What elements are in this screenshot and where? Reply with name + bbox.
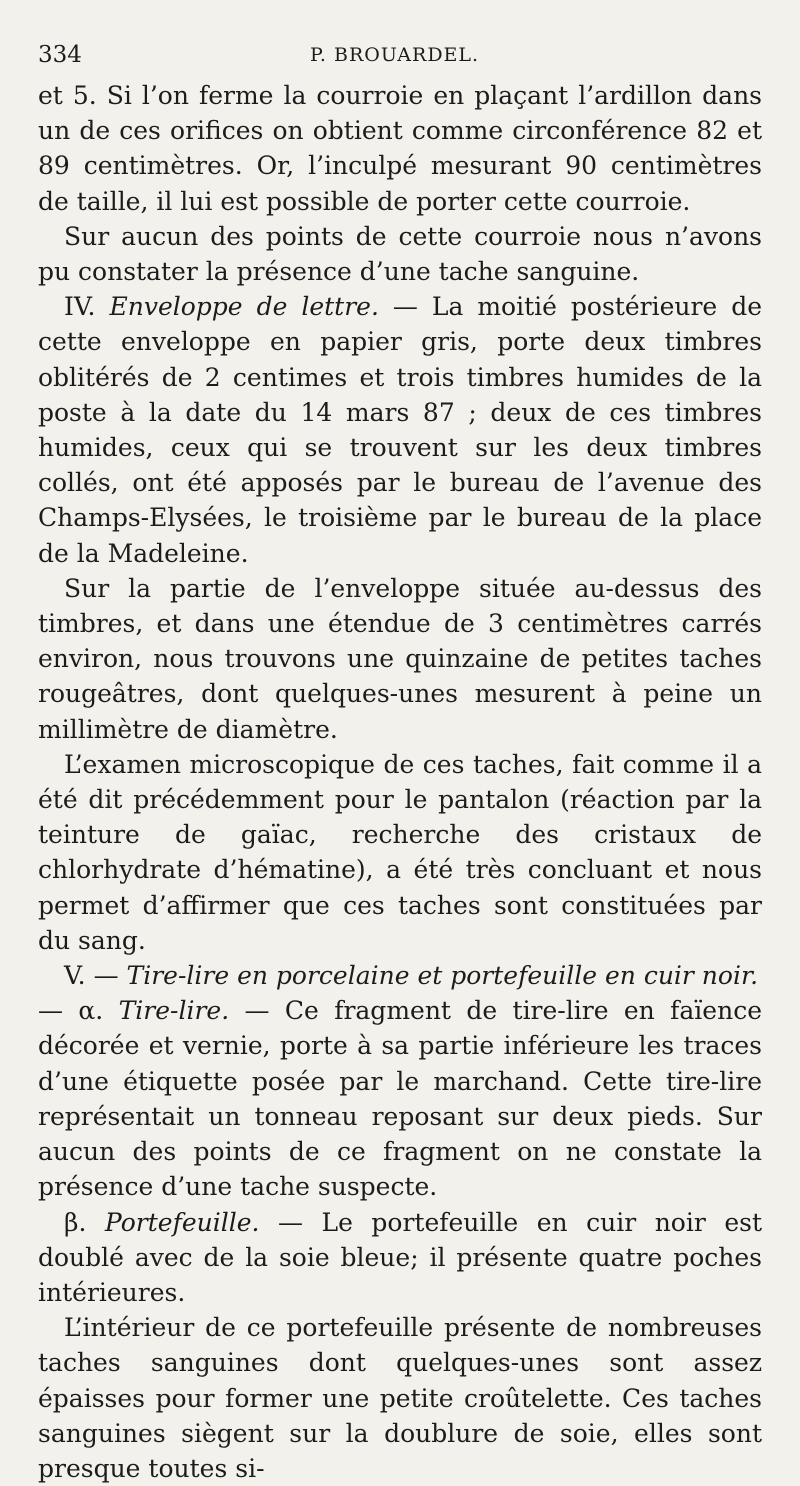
subsection-title-tirelire: Tire-lire.: [118, 996, 230, 1026]
running-header: [38, 38, 762, 78]
section-title-tirelire-portefeuille: Tire-lire en porcelaine et portefeuille en cuir noir.: [126, 961, 759, 991]
subsection-title-portefeuille: Portefeuille.: [104, 1207, 260, 1237]
page-body: [38, 78, 762, 1486]
paragraph-5: L’examen microscopique de ces taches, fait comme il a été dit précédemment pour le pantalon (réaction par la teinture de gaïac, recherche des cristaux de chlorhydrate d’hématine), a été très concluant et nous permet d’affirmer que ces taches sont constituées par du sang.: [38, 749, 762, 955]
paragraph-7-tirelire: — α. Tire-lire. — Ce fragment de tire-lire en faïence décorée et vernie, porte à sa partie inférieure les traces d’une étiquette posée par le marchand. Cette tire-lire représentait un tonneau reposant sur deux pieds. Sur aucun des points de ce fragment on ne constate la présence d’une tache suspecte.: [38, 996, 762, 1202]
paragraph-1: et 5. Si l’on ferme la courroie en plaçant l’ardillon dans un de ces orifices on obtient comme circonférence 82 et 89 centimètres. Or, l’inculpé mesurant 90 centimètres de taille, il lui est possible de porter cette courroie.: [38, 81, 762, 216]
paragraph-8-portefeuille: β. Portefeuille. — Le portefeuille en cuir noir est doublé avec de la soie bleue; il présente quatre poches intérieures.: [38, 1207, 762, 1307]
section-title-enveloppe: Enveloppe de lettre.: [109, 292, 379, 322]
paragraph-3-enveloppe: IV. Enveloppe de lettre. — La moitié postérieure de cette enveloppe en papier gris, porte deux timbres oblitérés de 2 centimes et trois timbres humides de la poste à la date du 14 mars 87 ; deux de ces timbres humides, ceux qui se trouvent sur les deux timbres collés, ont été apposés par le bureau de l’avenue des Champs-Elysées, le troisième par le bureau de la place de la Madeleine.: [38, 292, 762, 568]
paragraph-4: Sur la partie de l’enveloppe située au-dessus des timbres, et dans une étendue de 3 centimètres carrés environ, nous trouvons une quinzaine de petites taches rougeâtres, dont quelques-unes mesurent à peine un millimètre de diamètre.: [38, 573, 762, 744]
paragraph-2: Sur aucun des points de cette courroie nous n’avons pu constater la présence d’une tache sanguine.: [38, 221, 762, 287]
paragraph-6-heading-v: V. — Tire-lire en porcelaine et portefeuille en cuir noir.: [64, 961, 759, 991]
page-number: 334: [38, 42, 82, 68]
paragraph-9: L’intérieur de ce portefeuille présente de nombreuses taches sanguines dont quelques-unes sont assez épaisses pour former une petite croûtelette. Ces taches sanguines siègent sur la doublure de soie, elles sont presque toutes si-: [38, 1313, 762, 1483]
running-title: P. BROUARDEL.: [310, 44, 480, 66]
